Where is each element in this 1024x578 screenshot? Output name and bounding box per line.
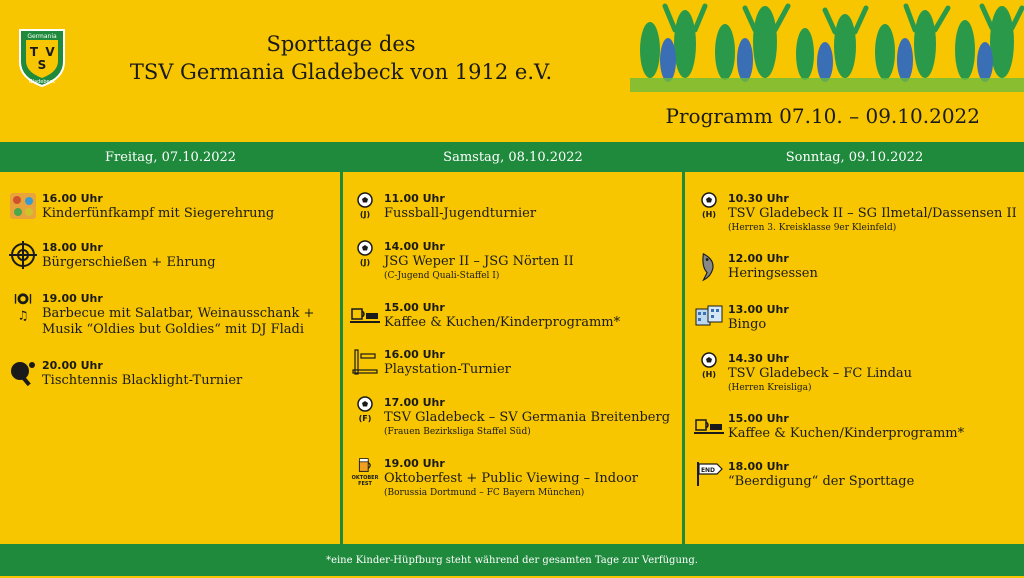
logo-letter-t: T <box>29 45 39 59</box>
friday-column <box>8 172 338 542</box>
event-title: Kaffee & Kuchen/Kinderprogramm* <box>384 315 621 330</box>
event-title: “Beerdigung“ der Sporttage <box>728 474 915 489</box>
event-time: 15.00 Uhr <box>384 301 445 314</box>
logo-letter-s: S <box>37 58 47 72</box>
day-header-saturday: Samstag, 08.10.2022 <box>443 150 583 165</box>
event-title: Fussball-Jugendturnier <box>384 206 537 221</box>
event-tag: (H) <box>701 210 716 219</box>
event-title: Kaffee & Kuchen/Kinderprogramm* <box>728 426 965 441</box>
event-tag: (F) <box>358 414 372 423</box>
bingo-cards-icon <box>694 303 724 333</box>
day-header-friday: Freitag, 07.10.2022 <box>104 150 237 165</box>
svg-text:♫: ♫ <box>17 308 29 322</box>
title-line1: Sporttage des <box>266 32 416 56</box>
event-subtitle: (Frauen Bezirksliga Staffel Süd) <box>384 427 531 437</box>
event-time: 10.30 Uhr <box>728 192 789 205</box>
event-time: 14.00 Uhr <box>384 240 445 253</box>
event-time: 11.00 Uhr <box>384 192 445 205</box>
cheering-crowd-image <box>630 0 1024 92</box>
event-title: Heringsessen <box>728 266 818 281</box>
column-divider <box>682 142 685 544</box>
end-sign-icon <box>694 460 724 490</box>
herring-icon <box>694 252 724 282</box>
footer-note: *eine Kinder-Hüpfburg steht während der gesamten Tage zur Verfügung. <box>0 544 1024 576</box>
soccer-ball-icon <box>694 352 724 382</box>
svg-text:END: END <box>700 467 716 474</box>
game-console-icon <box>350 348 380 378</box>
event-title: Kinderfünfkampf mit Siegerehrung <box>42 206 275 221</box>
event-tag: (J) <box>359 210 371 219</box>
saturday-column <box>350 172 680 542</box>
event-time: 16.00 Uhr <box>42 192 103 205</box>
event-title: TSV Gladebeck II – SG Ilmetal/Dassensen II <box>728 206 1017 221</box>
sunday-column <box>694 172 1020 542</box>
table-tennis-icon <box>8 359 38 389</box>
soccer-ball-icon <box>350 396 380 426</box>
event-title: JSG Weper II – JSG Nörten II <box>384 254 574 269</box>
event-time: 20.00 Uhr <box>42 359 103 372</box>
event-title-line2: Musik “Oldies but Goldies“ mit DJ Fladi <box>42 322 305 337</box>
program-dates: Programm 07.10. – 09.10.2022 <box>665 104 980 128</box>
event-tag: OKTOBER FEST <box>351 475 379 487</box>
event-title: Oktoberfest + Public Viewing – Indoor <box>384 471 638 486</box>
event-time: 15.00 Uhr <box>728 412 789 425</box>
event-time: 16.00 Uhr <box>384 348 445 361</box>
event-title: Playstation-Turnier <box>384 362 511 377</box>
logo-text-top: Germania <box>27 33 57 40</box>
event-title: Bürgerschießen + Ehrung <box>42 255 216 270</box>
column-divider <box>340 142 343 544</box>
soccer-ball-icon <box>350 240 380 270</box>
event-time: 14.30 Uhr <box>728 352 789 365</box>
event-tag: (J) <box>359 258 371 267</box>
event-time: 12.00 Uhr <box>728 252 789 265</box>
plate-music-icon <box>8 292 38 322</box>
logo-letter-v: V <box>45 45 55 59</box>
day-header-sunday: Sonntag, 09.10.2022 <box>785 150 924 165</box>
event-title: Bingo <box>728 317 767 332</box>
event-subtitle: (C-Jugend Quali-Staffel I) <box>384 271 500 281</box>
beer-mug-icon <box>350 457 380 487</box>
event-time: 17.00 Uhr <box>384 396 445 409</box>
event-subtitle: (Borussia Dortmund – FC Bayern München) <box>384 488 585 498</box>
coffee-cake-icon <box>694 412 724 442</box>
logo-text-bottom: Gladebeck <box>28 79 56 85</box>
event-title: Tischtennis Blacklight-Turnier <box>42 373 243 388</box>
event-subtitle: (Herren Kreisliga) <box>728 383 812 393</box>
coffee-cake-icon <box>350 301 380 331</box>
soccer-ball-icon <box>694 192 724 222</box>
event-time: 19.00 Uhr <box>384 457 445 470</box>
page-title <box>96 30 586 86</box>
event-time: 13.00 Uhr <box>728 303 789 316</box>
event-time: 18.00 Uhr <box>42 241 103 254</box>
event-title: Barbecue mit Salatbar, Weinausschank + <box>42 306 315 321</box>
five-sports-icon <box>8 192 38 222</box>
event-time: 19.00 Uhr <box>42 292 103 305</box>
event-subtitle: (Herren 3. Kreisklasse 9er Kleinfeld) <box>728 223 897 233</box>
club-logo <box>18 28 66 88</box>
event-title: TSV Gladebeck – SV Germania Breitenberg <box>384 410 671 425</box>
target-icon <box>8 241 38 271</box>
event-title: TSV Gladebeck – FC Lindau <box>728 366 913 381</box>
event-time: 18.00 Uhr <box>728 460 789 473</box>
header <box>0 0 1024 142</box>
event-tag: (H) <box>701 370 716 379</box>
day-header-bar <box>0 142 1024 172</box>
title-line2: TSV Germania Gladebeck von 1912 e.V. <box>129 60 553 84</box>
soccer-ball-icon <box>350 192 380 222</box>
